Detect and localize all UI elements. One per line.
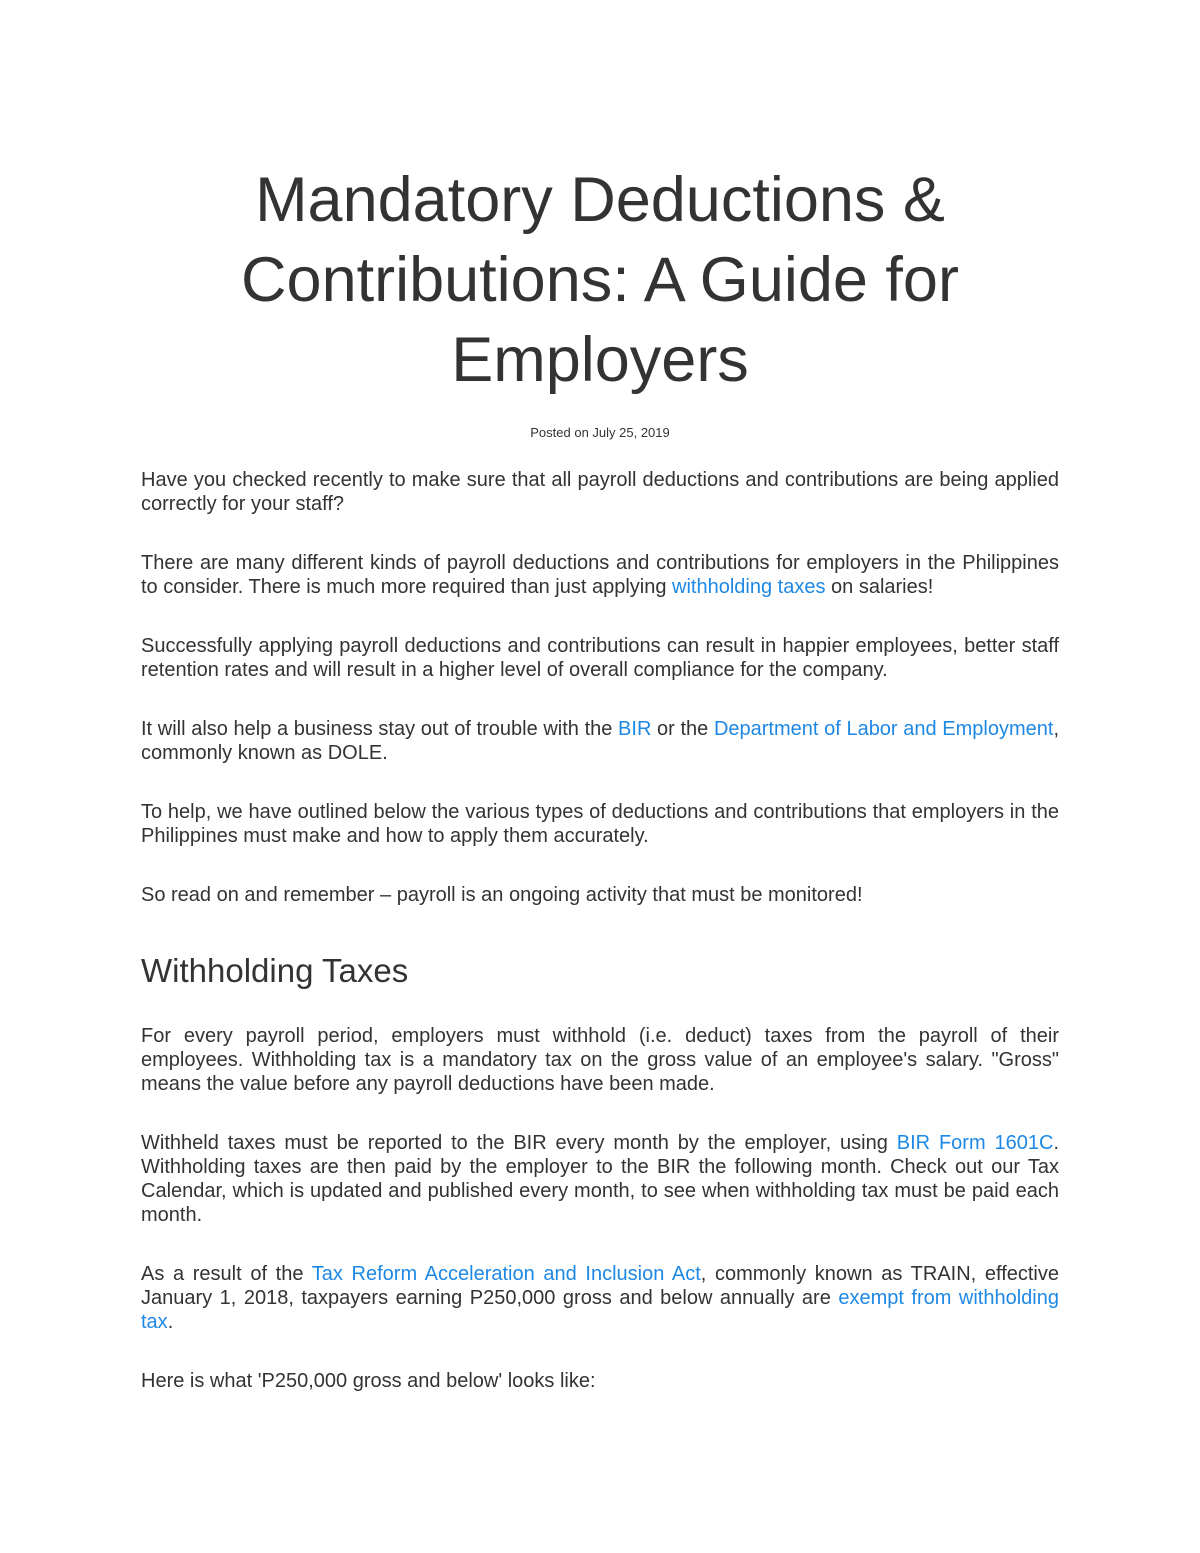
page-title: Mandatory Deductions & Contributions: A Guide for Employers	[241, 165, 959, 395]
intro-paragraph-4: It will also help a business stay out of trouble with the BIR or the Department of Labor and Employment, commonly known as DOLE.	[141, 718, 1059, 764]
dole-link[interactable]: Department of Labor and Employment	[713, 718, 1054, 740]
section-paragraph-4: Here is what 'P250,000 gross and below' looks like:	[141, 1370, 596, 1392]
intro-paragraph-3: Successfully applying payroll deductions and contributions can result in happier employees, better staff retention rates and will result in a higher level of overall compliance for the company.	[141, 635, 1059, 681]
intro-paragraph-1: Have you checked recently to make sure that all payroll deductions and contributions are being applied correctly for your staff?	[141, 469, 1059, 515]
intro-paragraph-6: So read on and remember – payroll is an ongoing activity that must be monitored!	[141, 884, 863, 906]
bir-form-1601c-link[interactable]: BIR Form 1601C	[896, 1132, 1054, 1154]
post-date: Posted on July 25, 2019	[530, 425, 670, 440]
section-paragraph-2: Withheld taxes must be reported to the BIR every month by the employer, using BIR Form 1601C. Withholding taxes are then paid by the employer to the BIR the following month. Check out our Tax Calendar, which is updated and published every month, to see when withholding tax must be paid each month.	[141, 1132, 1059, 1226]
intro-paragraph-2: There are many different kinds of payroll deductions and contributions for employers in the Philippines to consider. There is much more required than just applying withholding taxes on salaries!	[141, 552, 1059, 598]
withholding-taxes-link[interactable]: withholding taxes	[672, 576, 826, 598]
section-paragraph-3: As a result of the Tax Reform Acceleration and Inclusion Act, commonly known as TRAIN, effective January 1, 2018, taxpayers earning P250,000 gross and below annually are exempt from withholding tax.	[141, 1263, 1059, 1333]
bir-link[interactable]: BIR	[618, 718, 652, 740]
exempt-from-withholding-tax-link[interactable]: exempt from withholding tax	[141, 1287, 1059, 1333]
intro-paragraph-5: To help, we have outlined below the various types of deductions and contributions that employers in the Philippines must make and how to apply them accurately.	[141, 801, 1059, 847]
section-paragraph-1: For every payroll period, employers must withhold (i.e. deduct) taxes from the payroll of their employees. Withholding tax is a mandatory tax on the gross value of an employee's salary. "Gross" means the value before any payroll deductions have been made.	[141, 1025, 1059, 1095]
train-act-link[interactable]: Tax Reform Acceleration and Inclusion Act	[311, 1263, 701, 1285]
section-heading-withholding-taxes: Withholding Taxes	[141, 952, 409, 989]
